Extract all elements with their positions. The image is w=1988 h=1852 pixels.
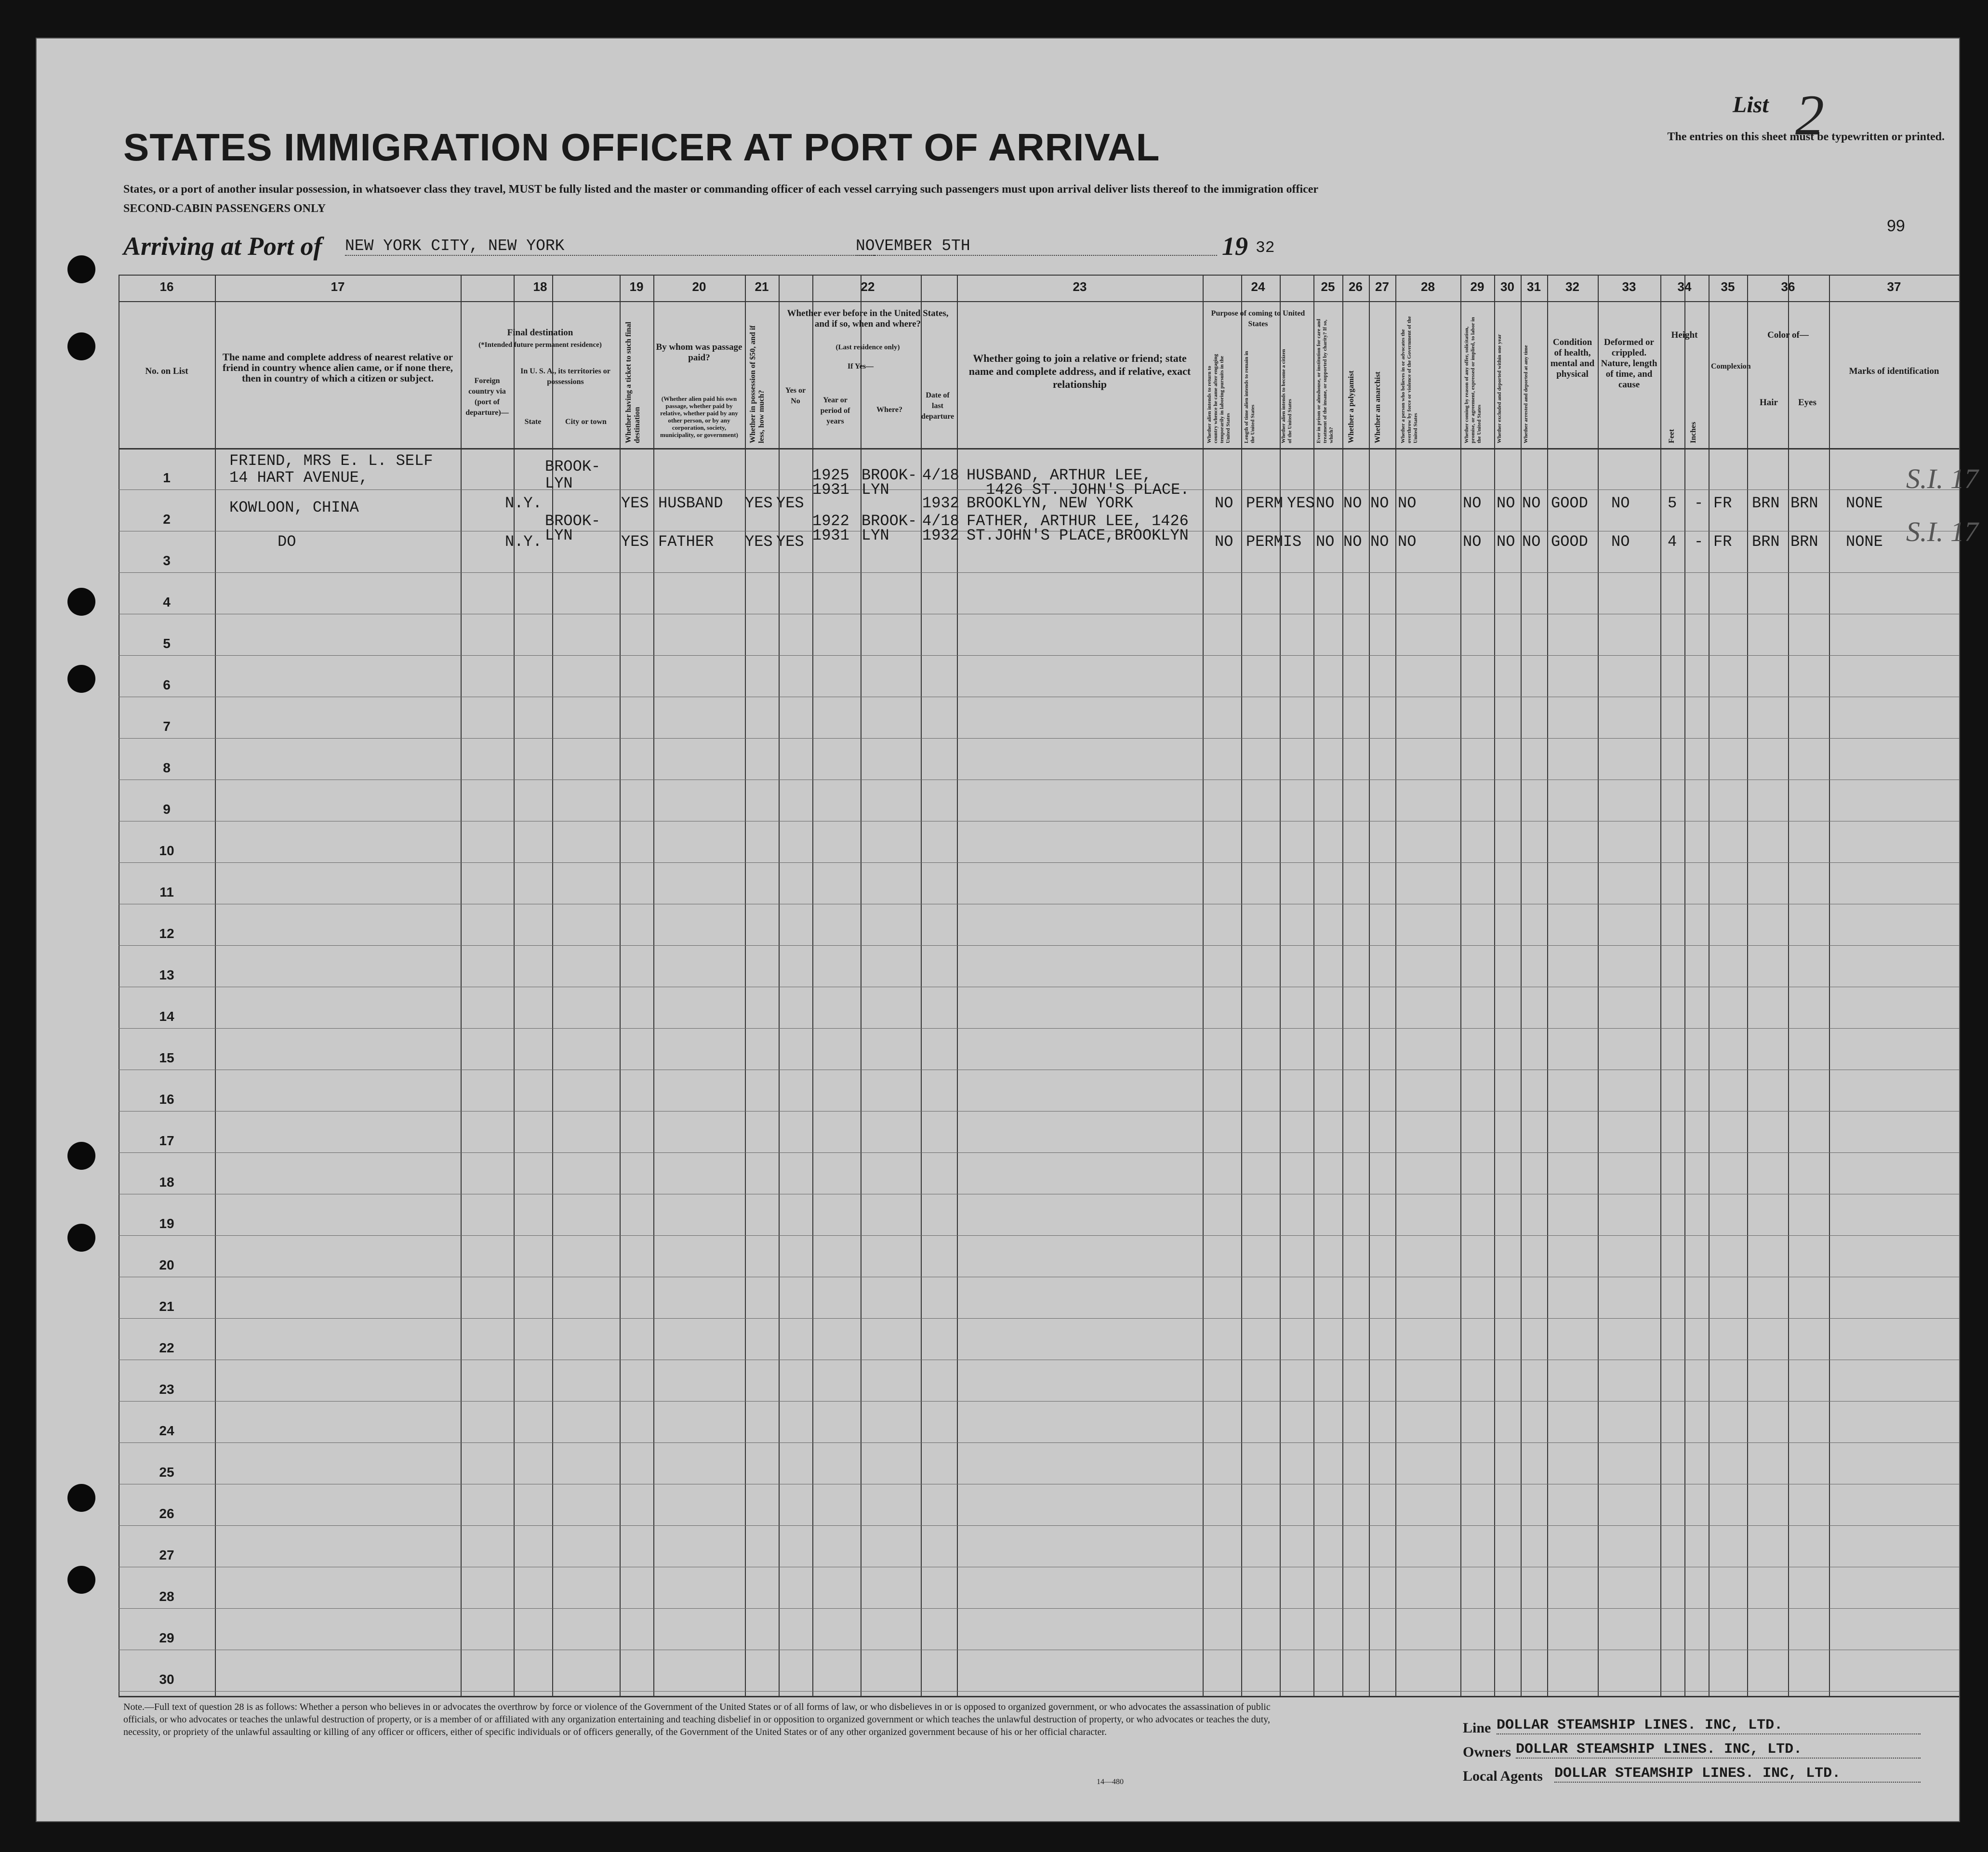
handwritten-annotation: S.I. 17 — [1906, 463, 1978, 494]
deformed: NO — [1611, 494, 1630, 512]
polygamist: NO — [1343, 494, 1362, 512]
date-value: NOVEMBER 5TH — [856, 237, 1217, 256]
join-line-1: HUSBAND, ARTHUR LEE, — [967, 466, 1152, 484]
header-passage-note: (Whether alien paid his own passage, whether paid by relative, whether paid by any other person, or by any corporation, society, municipality, or government) — [660, 395, 738, 438]
row-number: 8 — [163, 760, 171, 775]
column-rule — [1747, 275, 1748, 1696]
city-line-2: LYN — [545, 527, 573, 544]
colnum-32: 32 — [1565, 279, 1579, 294]
paid-by: HUSBAND — [658, 494, 723, 512]
binder-hole — [67, 1566, 95, 1594]
join-line-2: 1426 ST. JOHN'S PLACE. — [986, 481, 1190, 499]
header-marks: Marks of identification — [1849, 366, 1939, 376]
anarchist: NO — [1370, 494, 1389, 512]
arrested: NO — [1522, 494, 1541, 512]
labor-offer: NO — [1463, 533, 1482, 551]
hair: BRN — [1752, 494, 1780, 512]
colnum-18: 18 — [533, 279, 547, 294]
join-line-3: BROOKLYN, NEW YORK — [967, 494, 1133, 512]
header-purpose: Purpose of coming to United States — [1211, 309, 1305, 328]
arriving-label: Arriving at Port of — [123, 232, 322, 261]
state: N.Y. — [505, 494, 542, 512]
departure-line-1: 4/18 — [922, 512, 959, 530]
column-rule — [1547, 275, 1548, 1696]
row-number: 7 — [163, 719, 171, 734]
owners-label: Owners — [1463, 1744, 1511, 1760]
form-subtitle: States, or a port of another insular possession, in whatsoever class they travel, MUST be fully listed and the master or commanding officer of each vessel carrying such passengers must upon arrival deliver lists thereof to the immigration officer — [123, 183, 1319, 196]
column-rule — [1369, 275, 1370, 1696]
column-rule — [620, 275, 621, 1696]
page-number: 99 — [1887, 217, 1905, 235]
excluded: NO — [1497, 533, 1515, 551]
column-rule — [461, 275, 462, 1696]
colnum-19: 19 — [629, 279, 644, 294]
state: N.Y. — [505, 533, 542, 551]
handwritten-annotation: S.I. 17 — [1906, 516, 1978, 547]
where-line-1: BROOK- — [861, 512, 917, 530]
city-line-1: BROOK- — [545, 458, 601, 476]
column-rule — [1598, 275, 1599, 1696]
header-overthrow: Whether a person who believes in or advocates the overthrow by force or violence of the Government of the United States — [1400, 316, 1418, 443]
header-height: Height — [1671, 330, 1698, 340]
column-rule — [1709, 275, 1710, 1696]
colnum-25: 25 — [1321, 279, 1335, 294]
years-line-1: 1925 — [812, 466, 849, 484]
where-line-2: LYN — [861, 481, 889, 499]
header-in-usa: In U. S. A., its territories or possessions — [520, 367, 610, 386]
row-number: 26 — [159, 1506, 174, 1521]
column-rule — [1241, 275, 1242, 1696]
column-rule — [957, 275, 958, 1696]
header-purpose-length: Length of time alien intends to remain in the United States — [1244, 351, 1256, 443]
purpose-length: PERMIS — [1246, 533, 1302, 551]
marks: NONE — [1846, 494, 1883, 512]
row-rule — [119, 1028, 1959, 1029]
binder-hole — [67, 1142, 95, 1170]
row-number: 12 — [159, 926, 174, 941]
column-rule — [1342, 275, 1343, 1696]
form-class: SECOND-CABIN PASSENGERS ONLY — [123, 202, 326, 215]
health: GOOD — [1551, 533, 1588, 551]
colnum-30: 30 — [1500, 279, 1514, 294]
header-arrested: Whether arrested and deported at any time — [1523, 345, 1529, 443]
header-nearest-relative: The name and complete address of nearest relative or friend in country whence alien came, or if none there, then in country of which a citizen or subject. — [222, 351, 453, 384]
header-if-yes: If Yes— — [847, 362, 874, 370]
row-number: 3 — [163, 553, 171, 568]
colnum-28: 28 — [1421, 279, 1435, 294]
ticket: YES — [621, 494, 649, 512]
height-feet: 5 — [1668, 494, 1677, 512]
labor-offer: NO — [1463, 494, 1482, 512]
arrested: NO — [1522, 533, 1541, 551]
header-complexion: Complexion — [1711, 362, 1751, 370]
column-rule — [1788, 275, 1789, 1696]
excluded: NO — [1497, 494, 1515, 512]
binder-hole — [67, 1224, 95, 1252]
row-rule — [119, 1318, 1959, 1319]
header-foreign-country: Foreign country via (port of departure)— — [465, 377, 509, 417]
colnum-34: 34 — [1677, 279, 1692, 294]
list-number: 2 — [1795, 83, 1824, 147]
city-line-2: LYN — [545, 475, 573, 492]
row-rule — [119, 1442, 1959, 1443]
row-number: 18 — [159, 1175, 174, 1190]
column-rule — [514, 275, 515, 1696]
typed-note: The entries on this sheet must be typewritten or printed. — [1667, 131, 1945, 143]
header-before-us-note: (Last residence only) — [835, 344, 900, 351]
health: GOOD — [1551, 494, 1588, 512]
colnum-24: 24 — [1251, 279, 1265, 294]
header-before-us: Whether ever before in the United States, and if so, when and where? — [787, 308, 949, 329]
row-number: 25 — [159, 1465, 174, 1480]
colnum-21: 21 — [755, 279, 769, 294]
anarchist: NO — [1370, 533, 1389, 551]
row-number: 30 — [159, 1672, 174, 1687]
row-number: 9 — [163, 802, 171, 817]
row-number: 5 — [163, 636, 171, 651]
row-number: 6 — [163, 677, 171, 692]
colnum-23: 23 — [1073, 279, 1087, 294]
row-number: 22 — [159, 1340, 174, 1355]
colnum-20: 20 — [692, 279, 706, 294]
row-rule — [119, 572, 1959, 573]
colnum-29: 29 — [1470, 279, 1484, 294]
join-line-1: FATHER, ARTHUR LEE, 1426 — [967, 512, 1189, 530]
row-number: 17 — [159, 1133, 174, 1148]
manifest-sheet — [36, 38, 1978, 1822]
ticket: YES — [621, 533, 649, 551]
complexion: FR — [1713, 494, 1732, 512]
header-join-relative: Whether going to join a relative or friend; state name and complete address, and if relative, exact relationship — [968, 352, 1191, 390]
years-line-2: 1931 — [812, 481, 849, 499]
header-eyes: Eyes — [1798, 397, 1816, 408]
column-rule — [1313, 275, 1314, 1696]
year-prefix: 19 — [1222, 232, 1248, 261]
purpose-length: PERM — [1246, 494, 1283, 512]
row-number: 29 — [159, 1630, 174, 1645]
row-number: 21 — [159, 1299, 174, 1314]
row-rule — [119, 862, 1959, 863]
height-feet: 4 — [1668, 533, 1677, 551]
header-purpose-citizen: Whether alien intends to become a citizen of the United States — [1281, 349, 1293, 443]
row-number: 19 — [159, 1216, 174, 1231]
prison: NO — [1316, 533, 1335, 551]
row-rule — [119, 1152, 1959, 1153]
header-hair: Hair — [1760, 397, 1778, 408]
row-rule — [119, 738, 1959, 739]
colnum-27: 27 — [1375, 279, 1389, 294]
complexion: FR — [1713, 533, 1732, 551]
column-rule — [1203, 275, 1204, 1696]
where-line-1: BROOK- — [861, 466, 917, 484]
line-value: DOLLAR STEAMSHIP LINES. INC, LTD. — [1497, 1717, 1921, 1734]
header-final-destination: Final destination — [507, 328, 573, 338]
header-fifty-dollars: Whether in possession of $50, and if less, how much? — [749, 325, 766, 443]
row-rule — [119, 1401, 1959, 1402]
purpose-citizen: YES — [1287, 494, 1315, 512]
header-final-destination-note: (*Intended future permanent residence) — [478, 341, 602, 349]
overthrow: NO — [1398, 494, 1417, 512]
row-number: 15 — [159, 1050, 174, 1065]
deformed: NO — [1611, 533, 1630, 551]
header-ticket: Whether having a ticket to such final destination — [624, 321, 641, 443]
header-feet: Feet — [1668, 429, 1676, 443]
column-rule — [1684, 275, 1685, 1696]
column-rule — [653, 275, 654, 1696]
header-no-on-list: No. on List — [145, 366, 188, 376]
header-deformed: Deformed or crippled. Nature, length of time, and cause — [1601, 337, 1657, 390]
row-number: 24 — [159, 1423, 174, 1438]
row-number: 20 — [159, 1257, 174, 1272]
relative-line-1: FRIEND, MRS E. L. SELF — [229, 452, 433, 470]
eyes: BRN — [1790, 533, 1818, 551]
fifty-dollars: YES — [745, 494, 773, 512]
fifty-dollars: YES — [745, 533, 773, 551]
column-rule — [1460, 275, 1461, 1696]
column-rule — [215, 275, 216, 1696]
colnum-35: 35 — [1721, 279, 1735, 294]
city-line-1: BROOK- — [545, 512, 601, 530]
row-number: 13 — [159, 967, 174, 982]
years-line-2: 1931 — [812, 527, 849, 544]
relative-line-3: KOWLOON, CHINA — [229, 499, 359, 516]
header-date-departure: Date of last departure — [921, 391, 954, 421]
purpose-return: NO — [1215, 533, 1233, 551]
year-suffix: 32 — [1256, 239, 1275, 257]
column-rule — [1280, 275, 1281, 1696]
column-rule — [1395, 275, 1396, 1696]
header-passage: By whom was passage paid? — [656, 342, 742, 363]
binder-hole — [67, 332, 95, 360]
header-polygamist: Whether a polygamist — [1347, 370, 1355, 443]
relative-line-1: DO — [278, 533, 296, 551]
row-number: 11 — [159, 885, 174, 900]
header-excluded: Whether excluded and deported within one year — [1497, 334, 1502, 443]
colnum-33: 33 — [1622, 279, 1636, 294]
before-us: YES — [776, 533, 804, 551]
list-label: List — [1733, 92, 1769, 118]
row-number: 28 — [159, 1589, 174, 1604]
join-line-2: ST.JOHN'S PLACE,BROOKLYN — [967, 527, 1189, 544]
binder-hole — [67, 255, 95, 283]
header-state: State — [524, 418, 542, 426]
overthrow: NO — [1398, 533, 1417, 551]
row-number: 27 — [159, 1548, 174, 1562]
row-number: 4 — [163, 595, 171, 609]
polygamist: NO — [1343, 533, 1362, 551]
binder-hole — [67, 588, 95, 616]
purpose-return: NO — [1215, 494, 1233, 512]
column-rule — [921, 275, 922, 1696]
row-rule — [119, 1235, 1959, 1236]
height-inches: - — [1694, 533, 1704, 551]
header-anarchist: Whether an anarchist — [1374, 371, 1382, 443]
header-labor-offer: Whether coming by reason of any offer, solicitation, promise, or agreement, expressed or implied, to labor in the United States — [1464, 317, 1482, 443]
agents-value: DOLLAR STEAMSHIP LINES. INC, LTD. — [1554, 1765, 1921, 1783]
header-city: City or town — [565, 418, 607, 426]
column-rule — [1521, 275, 1522, 1696]
colnum-16: 16 — [159, 279, 174, 294]
footnote-question-28: Note.—Full text of question 28 is as follows: Whether a person who believes in or advocates the overthrow by force or violence of the Government of the United States or of all forms of law, or who disbelieves in or is opposed to organized government, or who advocates the assassination of public officials, or who advocates or teaches the unlawful destruction of property, or is a member of or affiliated with any organization entertaining and teaching disbelief in or opposition to organized government or which teaches the unlawful destruction of property, or who advocates or teaches the duty, necessity, or propriety of the unlawful assaulting or killing of any officer or officers, either of specific individuals or of officers generally, of the Government of the United States or of any other organized government because of his or her official character. — [123, 1702, 1271, 1737]
hair: BRN — [1752, 533, 1780, 551]
colnum-26: 26 — [1349, 279, 1363, 294]
departure-line-2: 1932 — [922, 494, 959, 512]
header-color-of: Color of— — [1767, 330, 1809, 340]
port-value: NEW YORK CITY, NEW YORK — [345, 237, 875, 256]
header-year-period: Year or period of years — [820, 396, 850, 425]
prison: NO — [1316, 494, 1335, 512]
years-line-1: 1922 — [812, 512, 849, 530]
row-number: 14 — [159, 1009, 174, 1024]
row-number: 2 — [163, 512, 171, 527]
height-inches: - — [1694, 494, 1704, 512]
row-rule — [119, 945, 1959, 946]
binder-hole — [67, 665, 95, 693]
row-number: 1 — [163, 470, 171, 485]
agents-label: Local Agents — [1463, 1768, 1543, 1784]
row-rule — [119, 1608, 1959, 1609]
header-inches: Inches — [1689, 422, 1697, 443]
row-rule — [119, 1525, 1959, 1526]
row-number: 16 — [159, 1092, 174, 1107]
form-number: 14—480 — [1097, 1778, 1124, 1786]
relative-line-2: 14 HART AVENUE, — [229, 469, 369, 487]
column-rule — [1494, 275, 1495, 1696]
row-rule — [119, 1691, 1959, 1692]
header-where: Where? — [876, 406, 902, 414]
row-number: 10 — [159, 843, 174, 858]
header-purpose-return: Whether alien intends to return to country whence he came after engaging temporarily in laboring pursuits in the United States — [1206, 354, 1231, 443]
column-rule — [1829, 275, 1830, 1696]
departure-line-2: 1932 — [922, 527, 959, 544]
before-us: YES — [776, 494, 804, 512]
line-label: Line — [1463, 1720, 1491, 1736]
colnum-37: 37 — [1887, 279, 1901, 294]
paid-by: FATHER — [658, 533, 714, 551]
colnum-22: 22 — [861, 279, 875, 294]
eyes: BRN — [1790, 494, 1818, 512]
header-yes-no: Yes or No — [785, 386, 806, 405]
row-rule — [119, 655, 1959, 656]
owners-value: DOLLAR STEAMSHIP LINES. INC, LTD. — [1516, 1741, 1921, 1759]
header-prison: Ever in prison or almshouse, or institution for care and treatment of the insane, or supported by charity? If so, which? — [1316, 318, 1334, 443]
colnum-31: 31 — [1527, 279, 1541, 294]
column-rule — [1660, 275, 1661, 1696]
form-title: STATES IMMIGRATION OFFICER AT PORT OF ARRIVAL — [123, 126, 1160, 169]
binder-hole — [67, 1484, 95, 1512]
colnum-17: 17 — [331, 279, 345, 294]
where-line-2: LYN — [861, 527, 889, 544]
row-number: 23 — [159, 1382, 174, 1397]
marks: NONE — [1846, 533, 1883, 551]
header-health: Condition of health, mental and physical — [1550, 337, 1595, 379]
column-rule — [779, 275, 780, 1696]
departure-line-1: 4/18 — [922, 466, 959, 484]
column-rule — [745, 275, 746, 1696]
colnum-36: 36 — [1781, 279, 1795, 294]
